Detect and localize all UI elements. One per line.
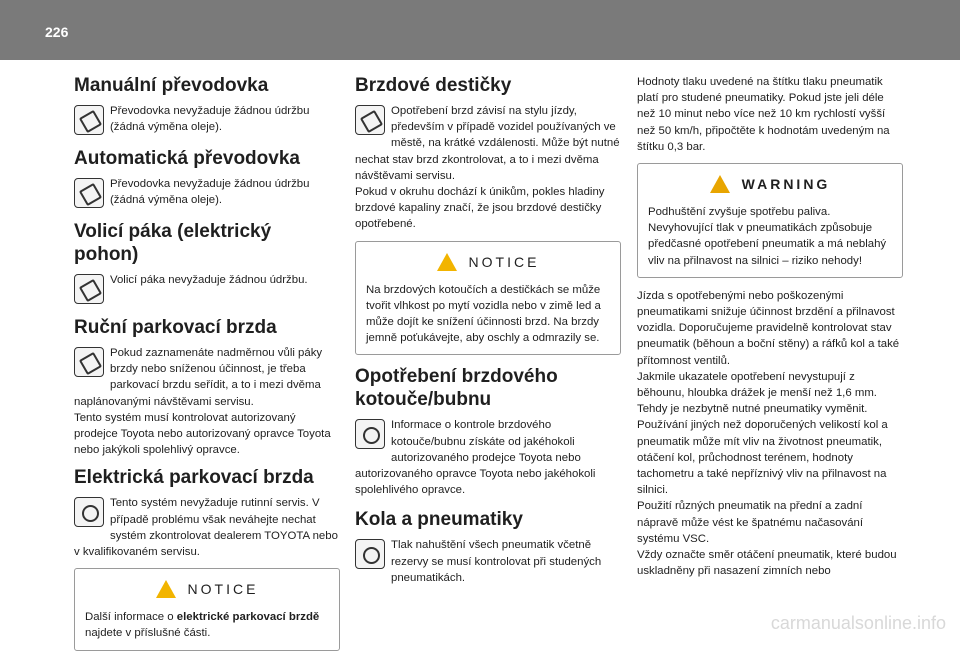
- tyre-pressure-intro: Hodnoty tlaku uvedené na štítku tlaku pneumatik platí pro studené pneumatiky. Pokud jste jeli déle než 10 minut nebo více než 10 km rychlostí vyšší než 50 km/h, připočtěte k hodnotám uvedeným na štítku 0,3 bar.: [637, 76, 890, 153]
- section-selector-lever: [74, 220, 340, 306]
- tyres-paragraph-5: Vždy označte směr otáčení pneumatik, které budou uskladněny při nasazení zimních nebo: [637, 549, 897, 578]
- brake-pads-text-2: Pokud v okruhu dochází k únikům, pokles hladiny brzdové kapaliny značí, že jsou brzdové destičky opotřebené.: [355, 186, 605, 231]
- section-automatic-gearbox: [74, 147, 340, 210]
- column-middle: [355, 74, 621, 592]
- section-brake-pads: [355, 74, 621, 233]
- heading-brake-disc: [355, 365, 621, 411]
- notice-box: [74, 568, 340, 650]
- gear-selector-icon: [74, 178, 104, 208]
- handbrake-text-2: Tento systém musí kontrolovat autorizovaný prodejce Toyota nebo autorizovaný opravce Toyota nebo jakýkoli spolehlivý opravce.: [74, 411, 331, 457]
- manual-gearbox-text: Převodovka nevyžaduje žádnou údržbu (žádná výměna oleje).: [110, 105, 310, 134]
- heading-line: Opotřebení brzdového: [355, 366, 558, 388]
- heading-manual-gearbox: Manuální převodovka: [74, 75, 269, 96]
- section-wheels-tyres: [355, 508, 621, 586]
- notice-text: [85, 609, 329, 641]
- notice-post: najdete v příslušné části.: [85, 627, 211, 640]
- warning-box: [637, 163, 903, 278]
- brake-disc-text: Informace o kontrole brzdového kotouče/bubnu získáte od jakéhokoli autorizovaného prodejce Toyota nebo autorizovaného opravce Toyota nebo jakéhokoli spolehlivého opravce.: [355, 419, 596, 497]
- brake-disc-icon: [355, 419, 385, 449]
- parking-brake-icon: [74, 497, 104, 527]
- gear-lever-icon: [74, 105, 104, 135]
- page-header: [0, 0, 960, 60]
- notice-brakes-text: Na brzdových kotoučích a destičkách se může tvořit vlhkost po mytí vozidla nebo v zimě led a může dojít ke snížení účinnosti brzd. Na brzdy jemně poťukávejte, aby oschly a odmrazily se.: [366, 283, 601, 345]
- tyres-paragraph-1: Jízda s opotřebenými nebo poškozenými pneumatikami snižuje účinnost brzdění a přilnavost vozidla. Doporučujeme pravidelně kontrolovat stav pneumatik (běhoun a boční stěny) a ráfků kol a také přítomnost ventilů.: [637, 289, 900, 367]
- epb-text: Tento systém nevyžaduje rutinní servis. V případě problému však neváhejte nechat systém zkontrolovat dealerem TOYOTA nebo v kvalifikovaném servisu.: [74, 497, 338, 559]
- heading-selector-lever: [74, 220, 340, 266]
- heading-automatic-gearbox: Automatická převodovka: [74, 148, 300, 169]
- section-electric-parking-brake: [74, 466, 340, 560]
- watermark: carmanualsonline.info: [770, 613, 946, 633]
- heading-electric-parking-brake: Elektrická parkovací brzda: [74, 467, 314, 489]
- tyres-paragraph-4: Použití různých pneumatik na přední a zadní nápravě může vést ke špatnému načasování systému VSC.: [637, 500, 864, 545]
- section-brake-disc: [355, 365, 621, 498]
- tyres-paragraph-3: Používání jiných než doporučených velikostí kol a pneumatik může mít vliv na životnost pneumatik, otáčení kol, průchodnost terénem, hodnoty tachometru a také nepříznivý vliv na přilnavost na silnici.: [637, 419, 888, 497]
- tyres-paragraph-2: Jakmile ukazatele opotřebení nevystupují z běhounu, hloubka drážek je menší než 1,6 mm. Tehdy je nezbytně nutné pneumatiky vyměnit.: [637, 370, 877, 416]
- notice-icon: [437, 253, 457, 271]
- tyres-text: Tlak nahuštění všech pneumatik včetně rezervy se musí kontrolovat při studených pneumatikách.: [391, 539, 602, 584]
- brake-pads-text-1: Opotřebení brzd závisí na stylu jízdy, především v případě vozidel používaných ve městě, na krátké vzdálenosti. Může být nutné nechat stav brzd zkontrolovat, a to i mezi dvěma návštěvami servisu.: [355, 105, 620, 182]
- warning-icon: [710, 175, 730, 193]
- lever-icon: [74, 274, 104, 304]
- notice-title: NOTICE: [468, 253, 540, 270]
- heading-line: kotouče/bubnu: [355, 389, 492, 411]
- brake-pad-icon: [355, 105, 385, 135]
- heading-brake-pads: Brzdové destičky: [355, 75, 512, 96]
- column-right: [637, 74, 903, 579]
- notice-title: NOTICE: [187, 581, 259, 598]
- heading-line: pohon): [74, 244, 139, 265]
- notice-pre: Další informace o: [85, 611, 177, 624]
- section-handbrake: [74, 316, 340, 458]
- tyre-icon: [355, 539, 385, 569]
- warning-title: WARNING: [741, 176, 831, 193]
- warning-text: Podhuštění zvyšuje spotřebu paliva. Nevyhovující tlak v pneumatikách způsobuje předčasné opotřebení pneumatik a má neblahý vliv na přilnavost na silnici – riziko nehody!: [648, 206, 887, 267]
- notice-bold: elektrické parkovací brzdě: [176, 611, 320, 624]
- selector-lever-text: Volicí páka nevyžaduje žádnou údržbu.: [110, 274, 308, 286]
- handbrake-text-1: Pokud zaznamenáte nadměrnou vůli páky brzdy nebo sníženou účinnost, je třeba parkovací brzdu seřídit, a to i mezi dvěma naplánovanými návštěvami servisu.: [74, 347, 323, 408]
- page-number: 226: [45, 24, 69, 40]
- section-manual-gearbox: [74, 74, 340, 137]
- heading-line: Volicí páka (elektrický: [74, 221, 272, 242]
- notice-icon: [156, 580, 176, 598]
- heading-wheels-tyres: Kola a pneumatiky: [355, 509, 523, 531]
- column-left: [74, 74, 340, 661]
- automatic-gearbox-text: Převodovka nevyžaduje žádnou údržbu (žádná výměna oleje).: [110, 178, 310, 207]
- handbrake-icon: [74, 347, 104, 377]
- notice-box-brakes: [355, 241, 621, 356]
- heading-handbrake: Ruční parkovací brzda: [74, 317, 277, 338]
